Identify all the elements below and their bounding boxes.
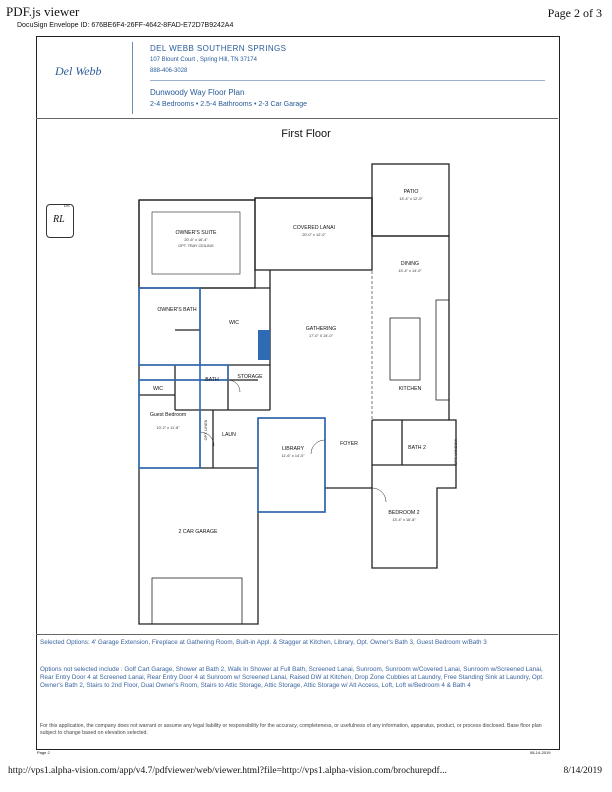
plan-name: Dunwoody Way Floor Plan bbox=[150, 88, 245, 97]
selected-options-note: Selected Options: 4' Garage Extension, Fireplace at Gathering Room, Built-in Appl. & Stagger at Kitchen, Library, Opt. Owner's Bath 3, Guest Bedroom w/Bath 3 bbox=[40, 639, 487, 646]
gathering-dims: 17'-0" X 24'-0" bbox=[309, 334, 333, 338]
owners-suite-label: OWNER'S SUITE bbox=[175, 230, 217, 236]
community-phone: 888-406-3028 bbox=[150, 68, 188, 74]
tray-ceiling-outline bbox=[152, 212, 240, 274]
document-date: 08-14-2019 bbox=[530, 750, 551, 755]
kitchen-island bbox=[390, 318, 420, 380]
lanai-label: COVERED LANAI bbox=[292, 225, 336, 231]
patio-dims: 13'-4" x 12'-0" bbox=[399, 197, 423, 201]
kitchen-label: KITCHEN bbox=[398, 386, 422, 392]
del-webb-logo: Del Webb bbox=[55, 64, 102, 78]
library-option bbox=[258, 418, 325, 512]
storage-label: STORAGE bbox=[237, 374, 263, 380]
initials-signature: RL bbox=[53, 214, 65, 225]
guest-bedroom-label: Guest Bedroom bbox=[149, 412, 187, 418]
plan-specs: 2-4 Bedrooms • 2.5-4 Bathrooms • 2-3 Car Garage bbox=[150, 101, 308, 108]
patio-label: PATIO bbox=[403, 189, 419, 195]
owners-suite-note: OPT. TRAY CEILING bbox=[178, 244, 214, 248]
guest-bedroom-option bbox=[139, 380, 200, 468]
docusign-envelope-id: DocuSign Envelope ID: 676BE6F4-26FF-4642-8FAD-E72D7B9242A4 bbox=[17, 22, 234, 29]
guest-bedroom-dims: 10'-2" x 11'-8" bbox=[156, 426, 180, 430]
floor-title: First Floor bbox=[281, 128, 331, 140]
owners-bath-label: OWNER'S BATH bbox=[157, 307, 197, 313]
browser-print-date: 8/14/2019 bbox=[563, 766, 602, 776]
viewer-title: PDF.js viewer bbox=[6, 4, 80, 19]
page-indicator: Page 2 of 3 bbox=[547, 6, 602, 20]
laundry-label: LAUN bbox=[222, 432, 236, 438]
garage-door bbox=[152, 578, 242, 624]
fireplace-icon bbox=[258, 330, 270, 360]
bath2-label: BATH 2 bbox=[408, 445, 426, 451]
guest-wic-label: WIC bbox=[152, 386, 164, 392]
owners-wic-label: WIC bbox=[228, 320, 240, 326]
community-name: DEL WEBB SOUTHERN SPRINGS bbox=[150, 44, 287, 53]
bath-label: BATH bbox=[205, 377, 219, 383]
community-address: 107 Blount Court , Spring Hill, TN 37174 bbox=[150, 57, 257, 63]
kitchen-counter bbox=[436, 300, 449, 400]
opt-linen-label: OPT. LINEN bbox=[204, 419, 208, 441]
bedroom2-dims: 13'-4" x 16'-8" bbox=[392, 518, 416, 522]
opt-window-label: OPT. WINDOW bbox=[454, 438, 458, 466]
library-label: LIBRARY bbox=[281, 446, 305, 452]
dining-label: DINING bbox=[400, 261, 420, 267]
dining-dims: 13'-4" x 14'-0" bbox=[398, 269, 422, 273]
disclaimer: For this application, the company does not warrant or assume any legal liability or responsibility for the accuracy, completeness, or usefulness of any information, apparatus, product, or process disclosed. Base floor plan subject to change based on elevation selected. bbox=[40, 723, 542, 736]
unselected-options-note: Options not selected include : Golf Cart Garage, Shower at Bath 2, Walk In Shower at Full Bath, Screened Lanai, Sunroom, Sunroom w/Covered Lanai, Sunroom w/Screened Lanai, Rear Entry Door 4 at Screened Lanai, Rear Entry Door 4 at Sunroom w/ Screened Lanai, Raised DW at Kitchen, Drop Zone Cubbies at Laundry, Free Standing Sink at Laundry, Opt. Owner's Bath 2, Stairs to 2nd Floor, Dual Owner's Room, Stairs to Attic Storage, Attic Storage, Attic Storage w/ Alt Access, Loft, Loft w/Bedroom 4 & Bath 4 bbox=[40, 666, 544, 689]
owners-suite-dims: 20'-6" x 16'-4" bbox=[184, 238, 208, 242]
gathering-label: GATHERING bbox=[305, 326, 337, 332]
library-dims: 11'-6" x 14'-0" bbox=[281, 454, 305, 458]
lanai-dims: 20'-0" x 12'-0" bbox=[302, 233, 326, 237]
foyer-label: FOYER bbox=[340, 441, 358, 447]
garage-label: 2 CAR GARAGE bbox=[178, 529, 218, 535]
browser-url: http://vps1.alpha-vision.com/app/v4.7/pdfviewer/web/viewer.html?file=http://vps1.alpha-vision.com/brochurepdf... bbox=[8, 766, 447, 776]
notes-divider bbox=[36, 634, 558, 635]
bedroom2-label: BEDROOM 2 bbox=[388, 510, 420, 516]
initials-tag: DS bbox=[64, 203, 70, 208]
document-page-number: Page 2 bbox=[37, 750, 50, 755]
owners-bath-option bbox=[139, 288, 200, 365]
